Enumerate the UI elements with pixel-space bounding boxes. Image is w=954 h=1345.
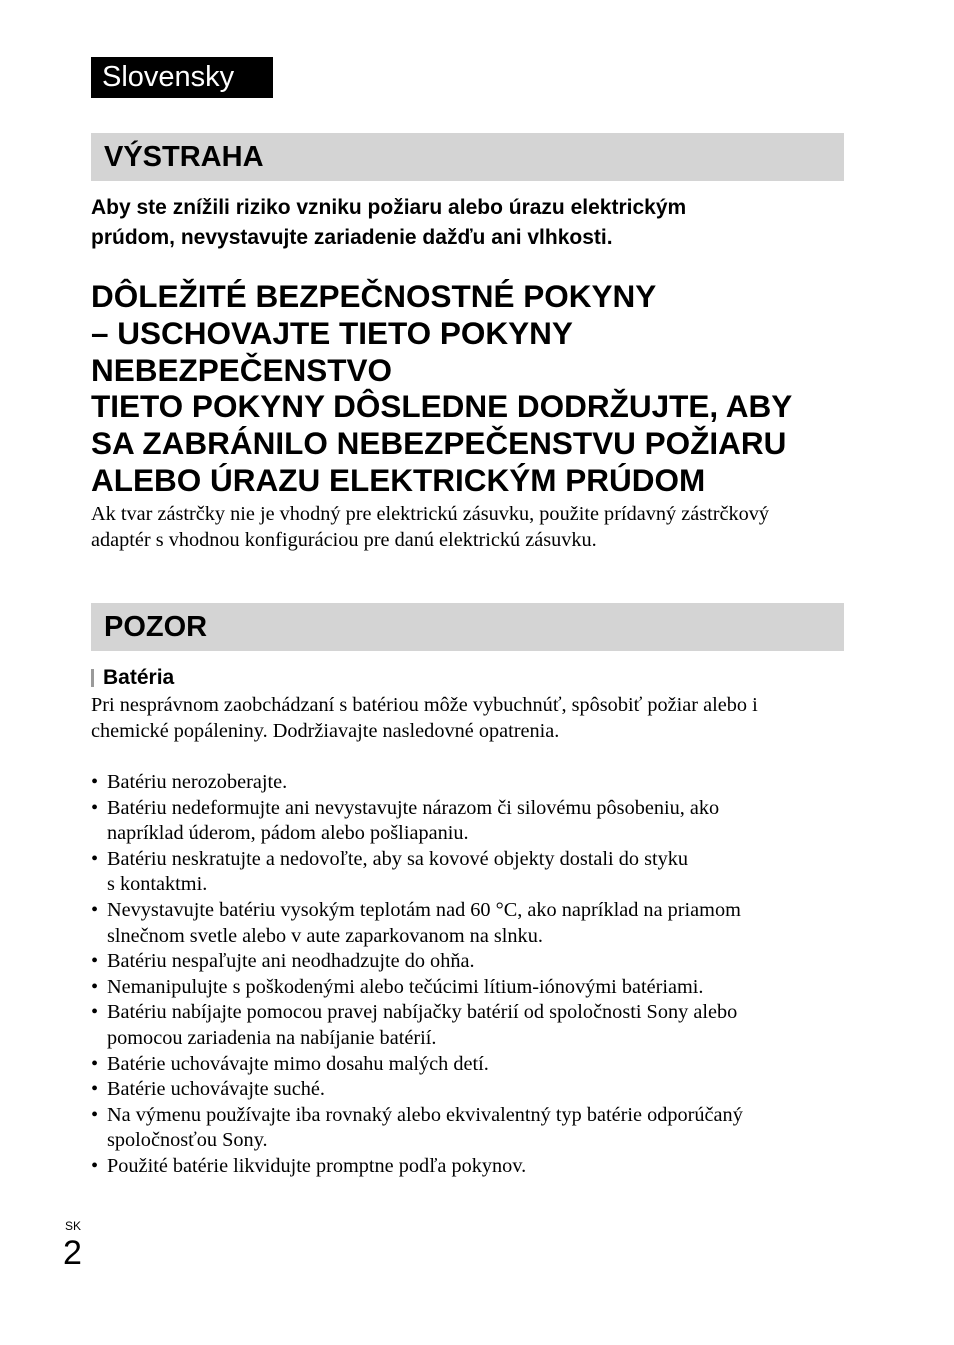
safety-heading-line: – USCHOVAJTE TIETO POKYNY — [91, 314, 573, 351]
plug-note-line: adaptér s vhodnou konfiguráciou pre danú elektrickú zásuvku. — [91, 528, 597, 551]
safety-heading-line: TIETO POKYNY DÔSLEDNE DODRŽUJTE, ABY — [91, 388, 793, 425]
list-item-line: Nemanipulujte s poškodenými alebo tečúcimi lítium-iónovými batériami. — [107, 975, 704, 998]
list-item-line: Batériu nabíjajte pomocou pravej nabíjačky batérií od spoločnosti Sony alebo — [107, 1001, 738, 1024]
bullet-dot-icon: • — [91, 796, 99, 819]
list-item-text — [107, 949, 871, 975]
battery-precautions-list — [91, 770, 871, 1180]
warning-note — [91, 193, 851, 253]
list-item-line: napríklad úderom, pádom alebo pošliapaniu. — [107, 822, 469, 845]
list-item — [91, 1154, 871, 1180]
list-item — [91, 898, 871, 949]
safety-heading-line: NEBEZPEČENSTVO — [91, 351, 393, 388]
battery-heading — [91, 664, 174, 692]
list-item — [91, 796, 871, 847]
list-item-line: spoločnosťou Sony. — [107, 1129, 268, 1152]
list-item-line: Batériu nespaľujte ani neodhadzujte do ohňa. — [107, 950, 475, 973]
bullet-dot-icon: • — [91, 1154, 99, 1177]
list-item-text — [107, 847, 871, 898]
list-item — [91, 847, 871, 898]
plug-note-line: Ak tvar zástrčky nie je vhodný pre elektrickú zásuvku, použite prídavný zástrčkový — [91, 503, 770, 525]
bullet-dot-icon: • — [91, 1103, 99, 1126]
battery-intro-line: Pri nesprávnom zaobchádzaní s batériou môže vybuchnúť, spôsobiť požiar alebo i — [91, 694, 758, 716]
list-item-text — [107, 770, 871, 796]
list-item-line: Použité batérie likvidujte promptne podľa pokynov. — [107, 1154, 527, 1177]
safety-heading-line: ALEBO ÚRAZU ELEKTRICKÝM PRÚDOM — [91, 461, 706, 498]
bullet-dot-icon: • — [91, 898, 99, 921]
warning-note-line: prúdom, nevystavujte zariadenie dažďu ani vlhkosti. — [91, 226, 613, 249]
safety-heading-line: SA ZABRÁNILO NEBEZPEČENSTVU POŽIARU — [91, 425, 787, 462]
list-item-line: slnečnom svetle alebo v aute zaparkovanom na slnku. — [107, 924, 543, 947]
warning-section-title: VÝSTRAHA — [91, 133, 844, 181]
list-item-text — [107, 1052, 871, 1078]
list-item-line: Batériu nedeformujte ani nevystavujte nárazom či silovému pôsobeniu, ako — [107, 796, 720, 819]
list-item — [91, 1103, 871, 1154]
list-item — [91, 949, 871, 975]
bullet-dot-icon: • — [91, 1078, 99, 1101]
list-item — [91, 770, 871, 796]
safety-heading-line: DÔLEŽITÉ BEZPEČNOSTNÉ POKYNY — [91, 278, 657, 314]
bullet-dot-icon: • — [91, 975, 99, 998]
list-item-line: pomocou zariadenia na nabíjanie batérií. — [107, 1026, 437, 1049]
list-item-text — [107, 1103, 871, 1154]
list-item-text — [107, 796, 871, 847]
bullet-dot-icon: • — [91, 771, 99, 793]
list-item — [91, 1077, 871, 1103]
list-item-text — [107, 898, 871, 949]
bullet-dot-icon: • — [91, 847, 99, 870]
caution-section-title: POZOR — [91, 603, 844, 651]
list-item-line: Batérie uchovávajte suché. — [107, 1078, 325, 1101]
bullet-dot-icon: • — [91, 1001, 99, 1024]
list-item-line: Batériu nerozoberajte. — [107, 771, 288, 793]
warning-note-line: Aby ste znížili riziko vzniku požiaru alebo úrazu elektrickým — [91, 196, 687, 219]
bullet-dot-icon: • — [91, 1052, 99, 1075]
battery-heading-text: Batéria — [103, 666, 175, 689]
list-item — [91, 1000, 871, 1051]
list-item — [91, 1052, 871, 1078]
plug-adapter-note — [91, 502, 861, 553]
safety-heading — [91, 278, 871, 499]
list-item-line: Na výmenu používajte iba rovnaký alebo ekvivalentný typ batérie odporúčaný — [107, 1103, 743, 1126]
language-tag: Slovensky — [91, 57, 273, 98]
battery-intro-line: chemické popáleniny. Dodržiavajte nasledovné opatrenia. — [91, 719, 560, 742]
list-item-text — [107, 975, 871, 1001]
list-item-text — [107, 1077, 871, 1103]
list-item-text — [107, 1000, 871, 1051]
list-item-line: Nevystavujte batériu vysokým teplotám nad 60 °C, ako napríklad na priamom — [107, 898, 741, 921]
page-language-code: SK — [65, 1219, 82, 1233]
bullet-dot-icon: • — [91, 950, 99, 973]
heading-marker — [91, 669, 94, 687]
list-item-line: s kontaktmi. — [107, 873, 208, 896]
list-item — [91, 975, 871, 1001]
battery-intro — [91, 693, 861, 744]
list-item-text — [107, 1154, 871, 1180]
page-number: 2 — [63, 1234, 82, 1272]
list-item-line: Batérie uchovávajte mimo dosahu malých detí. — [107, 1052, 489, 1075]
list-item-line: Batériu neskratujte a nedovoľte, aby sa kovové objekty dostali do styku — [107, 847, 689, 870]
